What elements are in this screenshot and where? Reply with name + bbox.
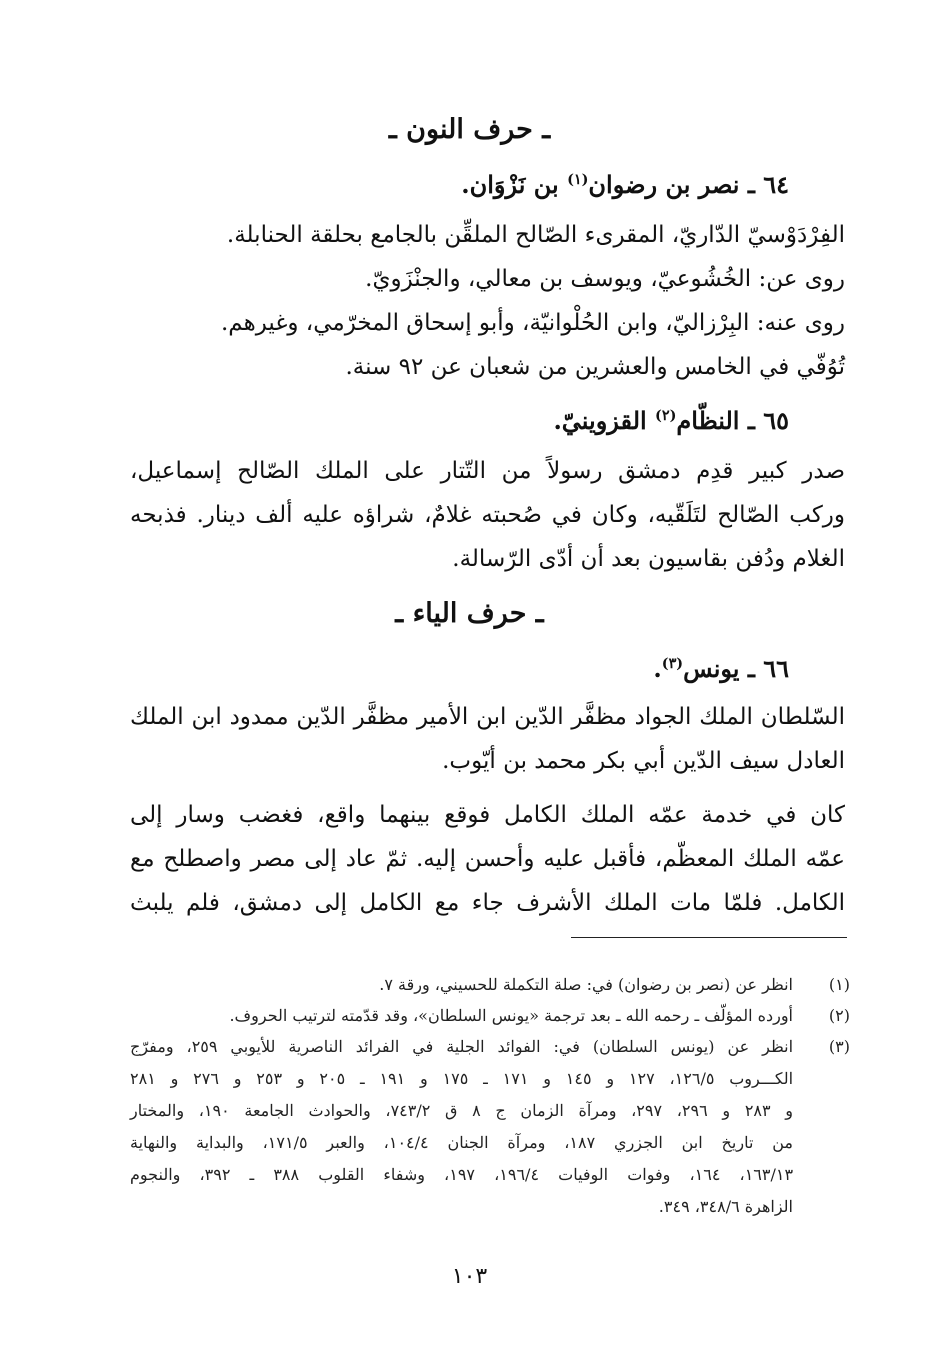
entry-64-heading [461,170,789,199]
footnote-ref-2: (٢) [655,407,677,424]
entry-65-line-1: صدر كبير قدِم دمشق رسولاً من التّتار على الملك الصّالح إسماعيل، [130,458,845,484]
footnote-3-line-6: الزاهرة ٣٤٨/٦، ٣٤٩. [658,1197,793,1216]
entry-66-title: ٦٦ ـ يونس [683,654,789,683]
entry-64-line-2: روى عن: الخُشُوعيّ، ويوسف بن معالي، والجنْزَويّ. [365,266,845,292]
entry-64-line-3: روى عنه: البِرْزاليّ، وابن الحُلْوانيّة، وأبو إسحاق المخرّمي، وغيرهم. [220,310,845,336]
footnote-3-number: (٣) [828,1037,850,1056]
entry-65-title-rest: القزوينيّ. [553,406,656,435]
footnote-2-line-1: أورده المؤلّف ـ رحمه الله ـ بعد ترجمة «يونس السلطان»، وقد قدّمته لترتيب الحروف. [229,1006,793,1025]
footnote-ref-1: (١) [567,171,589,188]
page-number: ١٠٣ [451,1264,488,1289]
entry-66-title-rest: . [653,654,662,683]
entry-66-para2-line-2: عمّه الملك المعظّم، فأقبل عليه وأحسن إليه. ثمّ عاد إلى مصر واصطلح مع [130,846,845,872]
footnote-3-line-1: انظر عن (يونس السلطان) في: الفوائد الجلية في الفرائد الناصرية للأيوبي ٢٥٩، ومفرّج [130,1037,794,1056]
entry-64-title: ٦٤ ـ نصر بن رضوان [588,170,789,199]
entry-64-line-4: تُوُفّي في الخامس والعشرين من شعبان عن ٩٢ سنة. [345,354,845,380]
entry-65-heading [553,406,789,435]
footnote-1-line-1: انظر عن (نصر بن رضوان) في: صلة التكملة للحسيني، ورقة ٧. [379,975,793,994]
entry-64-line-1: الفِرْدَوْسيّ الدّاريّ، المقرىء الصّالح الملقِّن بالجامع بحلقة الحنابلة. [226,222,845,248]
section-heading-nun: ـ حرف النون ـ [388,114,551,145]
entry-66-line-1: السّلطان الملك الجواد مظفَّر الدّين ابن الأمير مظفَّر الدّين ممدود ابن الملك [130,704,845,730]
footnote-1-number: (١) [828,975,850,994]
entry-65-line-2: وركب الصّالح لتَلَقّيه، وكان في صُحبته غلامٌ، شراؤه عليه ألف دينار. فذبحه [130,502,845,528]
footnote-separator [571,937,847,938]
section-heading-ya: ـ حرف الياء ـ [395,598,544,629]
footnote-3-line-4: من تاريخ ابن الجزري ١٨٧، ومرآة الجنان ١٠٤/٤، والعبر ١٧١/٥، والبداية والنهاية [130,1133,793,1152]
footnote-3-line-5: ١٦٣/١٣، ١٦٤، وفوات الوفيات ١٩٦/٤، ١٩٧، وشفاء القلوب ٣٨٨ ـ ٣٩٢، والنجوم [130,1165,794,1184]
entry-66-heading [653,654,789,683]
entry-64-title-rest: بن نَزْوَان. [461,170,568,199]
footnote-3-line-2: الكـــروب ١٢٦/٥، ١٢٧ و ١٤٥ و ١٧١ ـ ١٧٥ و ١٩١ ـ ٢٠٥ و ٢٥٣ و ٢٧٦ و ٢٨١ [130,1069,794,1088]
entry-66-para2-line-1: كان في خدمة عمّه الملك الكامل فوقع بينهما واقع، فغضب وسار إلى [130,802,845,828]
entry-66-para2-line-3: الكامل. فلمّا مات الملك الأشرف جاء مع الكامل إلى دمشق، فلم يلبث [130,890,845,916]
entry-65-title: ٦٥ ـ النظّام [676,406,789,435]
footnote-3-line-3: و ٢٨٣ و ٢٩٦، ٢٩٧، ومرآة الزمان ج ٨ ق ٧٤٣/٢، والحوادث الجامعة ١٩٠، والمختار [130,1101,794,1120]
footnote-ref-3: (٣) [661,655,684,672]
footnote-2-number: (٢) [828,1006,850,1025]
entry-66-line-2: العادل سيف الدّين أبي بكر محمد بن أيّوب. [442,748,845,774]
entry-65-line-3: الغلام ودُفن بقاسيون بعد أن أدّى الرّسالة. [452,546,845,572]
